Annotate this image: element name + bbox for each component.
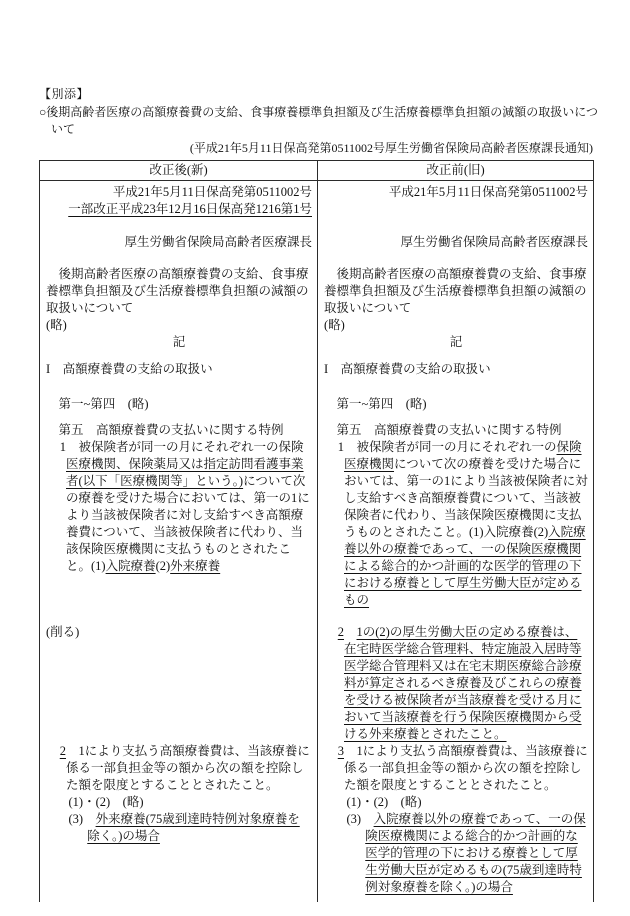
- issue-number-line: 平成21年5月11日保高発第0511002号: [112, 185, 312, 199]
- issue-number-line: 平成21年5月11日保高発第0511002号: [388, 185, 588, 199]
- cell-revised-old: [317, 609, 593, 743]
- cell-revised-old: [317, 218, 593, 251]
- author-line: 厚生労働省保険局高齢者医療課長: [400, 235, 588, 249]
- cell-revised-new: [40, 609, 317, 743]
- comparison-table: [39, 160, 594, 902]
- cell-revised-old: [317, 181, 593, 218]
- item-1-paragraph: 1 被保険者が同一の月にそれぞれ一の保険医療機関、保険薬局又は指定訪問看護事業者(以下「医療機関等」という。)について次の療養を受けた場合においては、第一の1により当該被保険者に対し支給すべき高額療養費について、当該被保険者に代わり、当該保険医療機関に支払うものとされたこと。(1)入院療養(2)外来療養: [59, 440, 310, 573]
- comparison-table-body: [40, 181, 593, 902]
- cell-revised-new: [40, 743, 317, 902]
- sub-items-1-2: (1)・(2) (略): [68, 795, 144, 809]
- item-2-paragraph: 2 1の(2)の厚生労働大臣の定める療養は、在宅時医学総合管理料、特定施設入居時等医学総合管理料又は在宅末期医療総合診療料が算定されるべき療養及びこれらの療養を受ける被保険者が当該療養を受ける月において当該療養を行う保険医療機関から受ける外来療養とされたこと。: [337, 625, 582, 741]
- cell-revised-new: [40, 251, 317, 317]
- section-1-heading: I 高額療養費の支給の取扱い: [46, 362, 213, 376]
- article-5-heading: 第五 高額療養費の支払いに関する特例: [58, 423, 284, 437]
- row-notice-title: [40, 251, 593, 317]
- payment-limit-paragraph: 2 1により支払う高額療養費は、当該療養に係る一部負担金等の額から次の額を控除した額を限度とすることとされたこと。: [59, 744, 310, 792]
- row-ki-marker: [40, 334, 593, 351]
- column-header-revised-new: 改正後(新): [149, 163, 208, 177]
- ryaku-marker: (略): [324, 318, 345, 332]
- cell-revised-old: [317, 334, 593, 351]
- row-issuance-number: [40, 181, 593, 218]
- cell-revised-old: [317, 251, 593, 317]
- cell-revised-old: [317, 378, 593, 413]
- cell-revised-old: [317, 351, 593, 378]
- subject-title: ○後期高齢者医療の高額療養費の支給、食事療養標準負担額及び生活療養標準負担額の減額の取扱いについて: [39, 105, 599, 136]
- notice-title-paragraph: 後期高齢者医療の高額療養費の支給、食事療養標準負担額及び生活療養標準負担額の減額の取扱いについて: [46, 267, 309, 315]
- articles-1-4-line: 第一~第四 (略): [336, 397, 427, 411]
- row-abbreviation: [40, 317, 593, 334]
- row-article-5-item-1: [40, 413, 593, 609]
- cell-revised-new: [40, 181, 317, 218]
- document-header: [39, 86, 599, 157]
- cell-revised-new: [40, 413, 317, 609]
- ki-marker: 記: [449, 335, 463, 349]
- cell-revised-new: [40, 378, 317, 413]
- row-deleted-vs-item-2: [40, 609, 593, 743]
- ki-marker: 記: [172, 335, 186, 349]
- section-1-heading: I 高額療養費の支給の取扱い: [324, 362, 491, 376]
- author-line: 厚生労働省保険局高齢者医療課長: [124, 235, 312, 249]
- articles-1-4-line: 第一~第四 (略): [58, 397, 149, 411]
- row-articles-1-4: [40, 378, 593, 413]
- payment-limit-paragraph: 3 1により支払う高額療養費は、当該療養に係る一部負担金等の額から次の額を控除した額を限度とすることとされたこと。: [337, 744, 588, 792]
- sub-items-1-2: (1)・(2) (略): [346, 795, 422, 809]
- sub-item-3: (3) 入院療養以外の療養であって、一の保険医療機関による総合的かつ計画的な医学的管理の下における療養として厚生労働大臣が定めるもの(75歳到達時特例対象療養を除く。)の場合: [346, 812, 586, 894]
- sub-item-3: (3) 外来療養(75歳到達時特例対象療養を除く。)の場合: [68, 812, 300, 843]
- row-payment-limit: [40, 743, 593, 902]
- cell-revised-old: [317, 743, 593, 902]
- cell-revised-new: [40, 334, 317, 351]
- notice-title-paragraph: 後期高齢者医療の高額療養費の支給、食事療養標準負担額及び生活療養標準負担額の減額の取扱いについて: [324, 267, 587, 315]
- article-5-heading: 第五 高額療養費の支払いに関する特例: [336, 423, 562, 437]
- ryaku-marker: (略): [46, 318, 67, 332]
- cell-revised-new: [40, 218, 317, 251]
- cell-revised-new: [40, 351, 317, 378]
- cell-revised-old: [317, 413, 593, 609]
- cell-revised-old: [317, 317, 593, 334]
- item-1-paragraph: 1 被保険者が同一の月にそれぞれ一の保険医療機関について次の療養を受けた場合においては、第一の1により当該被保険者に対し支給すべき高額療養費について、当該被保険者に代わり、当該保険医療機関に支払うものとされたこと。(1)入院療養(2)入院療養以外の療養であって、一の保険医療機関による総合的かつ計画的な医学的管理の下における療養として厚生労働大臣が定めるもの: [337, 440, 588, 607]
- row-issuing-author: [40, 218, 593, 251]
- partial-revision-line: 一部改正平成23年12月16日保高発1216第1号: [68, 202, 312, 216]
- comparison-table-header: [40, 161, 593, 181]
- column-header-revised-old: 改正前(旧): [317, 161, 593, 180]
- notice-reference: (平成21年5月11日保高発第0511002号厚生労働省保険局高齢者医療課長通知): [189, 141, 593, 155]
- row-section-1: [40, 351, 593, 378]
- attachment-label: 【別添】: [39, 87, 90, 101]
- deleted-marker: (削る): [46, 625, 80, 639]
- cell-revised-new: [40, 317, 317, 334]
